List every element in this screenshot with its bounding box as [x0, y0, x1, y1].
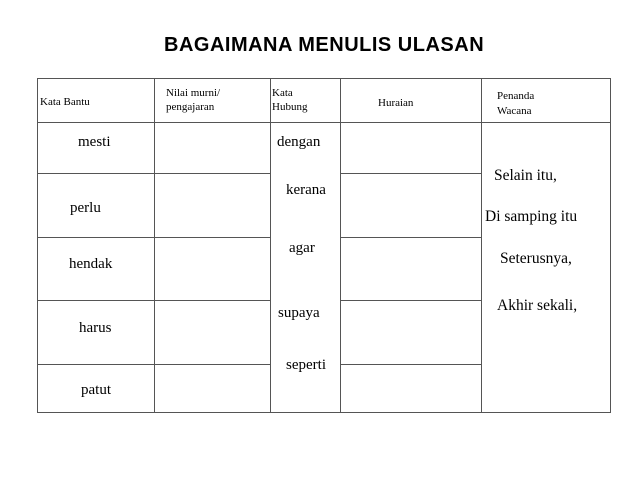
row-line — [340, 237, 481, 238]
col-line — [340, 78, 341, 413]
penanda-wacana-item: Akhir sekali, — [497, 297, 578, 314]
penanda-wacana-item: Di samping itu — [485, 208, 578, 225]
kata-bantu-item: mesti — [78, 134, 111, 150]
row-line — [340, 173, 481, 174]
kata-hubung-item: kerana — [286, 182, 326, 198]
kata-hubung-item: supaya — [278, 305, 320, 321]
penanda-wacana-item: Seterusnya, — [500, 250, 572, 267]
header-huraian: Huraian — [378, 97, 414, 109]
row-line — [340, 364, 481, 365]
table-bottom-border — [37, 412, 611, 413]
header-penanda-line1: Penanda — [497, 90, 535, 102]
col-line — [481, 78, 482, 413]
kata-bantu-item: hendak — [69, 256, 113, 272]
col-line — [610, 78, 611, 413]
header-penanda-line2: Wacana — [497, 105, 532, 117]
kata-bantu-item: harus — [79, 320, 112, 336]
col-line — [270, 78, 271, 413]
header-kata-bantu: Kata Bantu — [40, 96, 90, 108]
header-nilai-line1: Nilai murni/ — [166, 87, 221, 99]
kata-hubung-item: dengan — [277, 134, 321, 150]
kata-bantu-item: patut — [81, 382, 111, 398]
row-line — [340, 300, 481, 301]
header-nilai-line2: pengajaran — [166, 101, 215, 113]
col-line — [154, 78, 155, 413]
penanda-wacana-item: Selain itu, — [494, 167, 557, 184]
table-top-border — [37, 78, 611, 79]
kata-hubung-item: seperti — [286, 357, 326, 373]
page-title: BAGAIMANA MENULIS ULASAN — [164, 34, 485, 56]
header-bottom-border — [37, 122, 611, 123]
kata-hubung-item: agar — [289, 240, 315, 256]
header-kata-line2: Hubung — [272, 101, 308, 113]
col-line — [37, 78, 38, 413]
header-kata-line1: Kata — [272, 87, 293, 99]
kata-bantu-item: perlu — [70, 200, 101, 216]
